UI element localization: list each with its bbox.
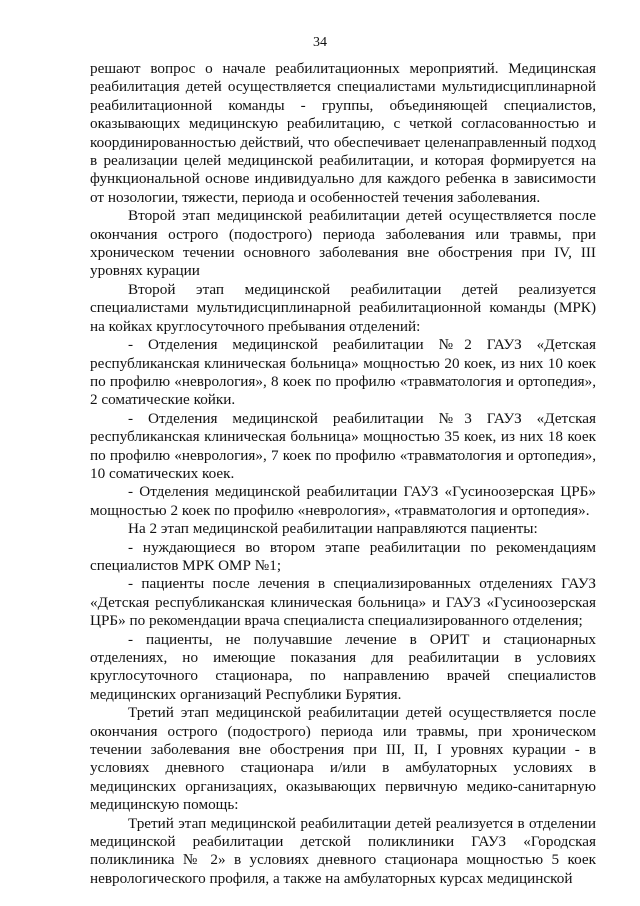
paragraph-second-stage-intro: Второй этап медицинской реабилитации детей осуществляется после окончания острого (подострого) периода заболевания или травмы, при хроническом течении основного заболевания вне обострения при IV, III уровнях курации xyxy=(90,207,596,280)
page-number: 34 xyxy=(313,35,327,50)
list-item-department-gusinoozersk: - Отделения медицинской реабилитации ГАУЗ «Гусиноозерская ЦРБ» мощностью 2 коек по профилю «неврология», «травматология и ортопедия». xyxy=(90,483,596,519)
document-body xyxy=(90,60,596,888)
list-item-referral-2: - пациенты после лечения в специализированных отделениях ГАУЗ «Детская республиканская клиническая больница» и ГАУЗ «Гусиноозерская ЦРБ» по рекомендации врача специалиста специализированного отделения; xyxy=(90,575,596,630)
list-item-department-3: - Отделения медицинской реабилитации №3 ГАУЗ «Детская республиканская клиническая больница» мощностью 35 коек, из них 18 коек по профилю «неврология», 7 коек по профилю «травматология и ортопедия», 10 соматических коек. xyxy=(90,409,596,482)
paragraph-referral-intro: На 2 этап медицинской реабилитации направляются пациенты: xyxy=(128,520,538,538)
list-item-department-2: - Отделения медицинской реабилитации №2 ГАУЗ «Детская республиканская клиническая больница» мощностью 20 коек, из них 10 коек по профилю «неврология», 8 коек по профилю «травматология и ортопедия», 2 соматические койки. xyxy=(90,336,596,409)
paragraph-continuation: решают вопрос о начале реабилитационных мероприятий. Медицинская реабилитация детей осуществляется специалистами мультидисциплинарной реабилитационной команды - группы, объединяющей специалистов, оказывающих медицинскую реабилитацию, с четкой согласованностью и координированностью действий, что обеспечивает целенаправленный подход в реализации целей медицинской реабилитации, и которая формируется на функциональной основе индивидуально для каждого ребенка в зависимости от нозологии, тяжести, периода и особенностей течения заболевания. xyxy=(90,60,596,206)
list-item-referral-3: - пациенты, не получавшие лечение в ОРИТ и стационарных отделениях, но имеющие показания для реабилитации в условиях круглосуточного стационара, по направлению врачей специалистов медицинских организаций Республики Бурятия. xyxy=(90,630,596,703)
paragraph-third-stage-implementation: Третий этап медицинской реабилитации детей реализуется в отделении медицинской реабилитации детской поликлиники ГАУЗ «Городская поликлиника № 2» в условиях дневного стационара мощностью 5 коек неврологического профиля, а также на амбулаторных курсах медицинской xyxy=(90,814,596,887)
paragraph-second-stage-mrk: Второй этап медицинской реабилитации детей реализуется специалистами мультидисциплинарной реабилитационной команды (МРК) на койках круглосуточного пребывания отделений: xyxy=(90,280,596,335)
paragraph-third-stage-intro: Третий этап медицинской реабилитации детей осуществляется после окончания острого (подострого) периода или травмы, при хроническом течении заболевания вне обострения при III, II, I уровнях курации - в условиях дневного стационара и/или в амбулаторных условиях в медицинских организациях, оказывающих первичную медико-санитарную медицинскую помощь: xyxy=(90,704,596,814)
list-item-referral-1: - нуждающиеся во втором этапе реабилитации по рекомендациям специалистов МРК ОМР №1; xyxy=(90,538,596,574)
